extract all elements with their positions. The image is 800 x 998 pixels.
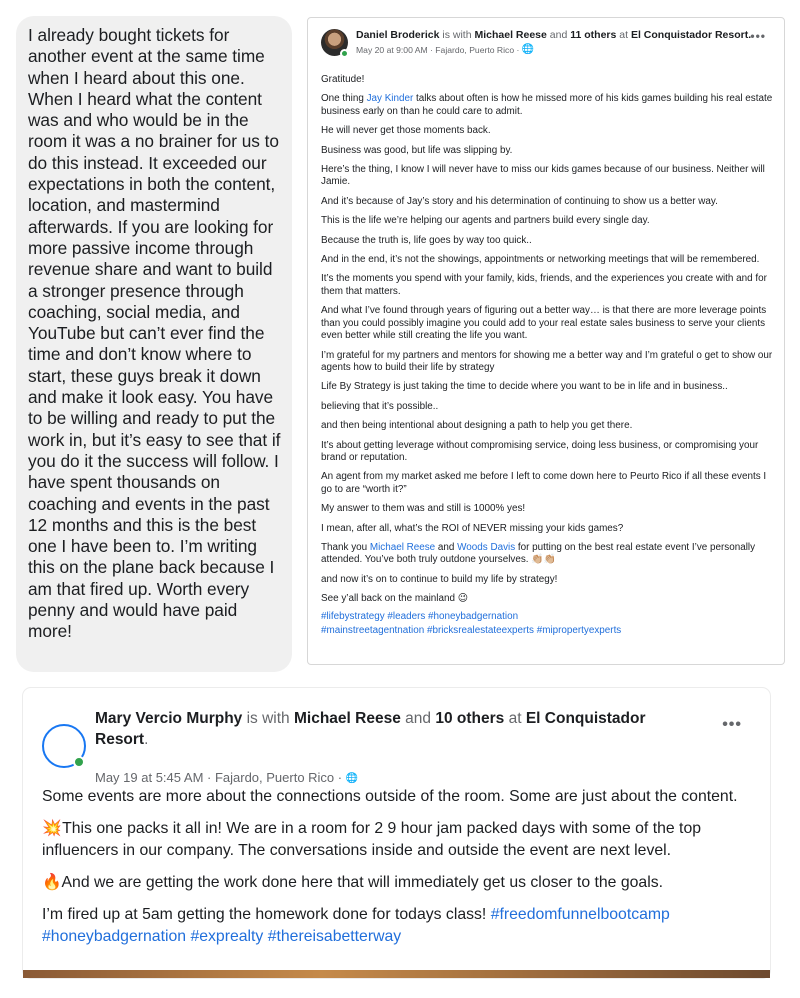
- post-paragraph: And in the end, it’s not the showings, appointments or networking meetings that will be remembered.: [321, 254, 760, 266]
- others-link[interactable]: 11 others: [570, 29, 617, 41]
- post-header-text: [356, 29, 751, 42]
- more-options-icon[interactable]: •••: [722, 716, 742, 733]
- at-text: at: [619, 29, 629, 41]
- online-status-icon: [340, 49, 349, 58]
- hashtag-line[interactable]: #mainstreetagentnation #bricksrealestateexperts #mipropertyexperts: [321, 624, 622, 636]
- post-paragraph: Some events are more about the connections outside of the room. Some are just about the content.: [42, 788, 738, 805]
- post-paragraph: I mean, after all, what’s the ROI of NEVER missing your kids games?: [321, 522, 624, 534]
- with-text: is with: [246, 710, 290, 727]
- post-meta: [356, 45, 534, 56]
- hashtag-line[interactable]: #lifebystrategy #leaders #honeybadgernation: [321, 610, 519, 622]
- and-text: and: [549, 29, 568, 41]
- online-status-icon: [73, 756, 85, 768]
- tagged-person[interactable]: Michael Reese: [474, 29, 547, 41]
- and-text: and: [405, 710, 432, 727]
- post-paragraph: He will never get those moments back.: [321, 125, 491, 137]
- mention-link[interactable]: Michael Reese: [369, 541, 436, 553]
- fire-icon: 🔥: [42, 874, 62, 891]
- post-paragraph: It’s the moments you spend with your family, kids, friends, and the experiences you create with and for them that matters.: [321, 273, 767, 297]
- author-name[interactable]: Mary Vercio Murphy: [95, 710, 243, 727]
- with-text: is with: [442, 29, 472, 41]
- post-paragraph: See y’all back on the mainland 😉: [321, 593, 468, 605]
- globe-icon: 🌐: [521, 44, 535, 55]
- post-timestamp[interactable]: May 19 at 5:45 AM · Fajardo, Puerto Rico ·: [95, 770, 343, 785]
- post-paragraph: Because the truth is, life goes by way too quick..: [321, 234, 532, 246]
- post-header-text: Mary Vercio Murphy is with Michael Reese and 10 others at El Conquistador Resort.: [95, 710, 646, 748]
- post-mary: [23, 688, 770, 978]
- post-paragraph: Life By Strategy is just taking the time to decide where you want to be in life and in business..: [321, 381, 728, 393]
- post-paragraph: believing that it’s possible..: [321, 400, 439, 412]
- post-paragraph: And what I’ve found through years of figuring out a better way… is that there are more leverage points than you could possibly imagine you could add to your real estate sales business to serve your clients even better while still creating the life you want.: [321, 305, 767, 342]
- post-paragraph: And it’s because of Jay’s story and his determination of continuing to show us a better way.: [321, 195, 718, 207]
- tagged-person[interactable]: Michael Reese: [294, 710, 401, 727]
- collision-icon: 💥: [42, 820, 62, 837]
- others-link[interactable]: 10 others: [435, 710, 505, 727]
- post-paragraph: Here’s the thing, I know I will never have to miss our kids games because of our business. Neither will Jamie.: [321, 164, 765, 188]
- post-paragraph: Thank you Michael Reese and Woods Davis for putting on the best real estate event I’ve personally attended. You’ve both truly outdone yourselves. 👏🏼👏🏼: [321, 541, 756, 566]
- post-body: [42, 786, 750, 948]
- more-options-icon[interactable]: •••: [750, 29, 766, 43]
- post-header: [42, 706, 750, 786]
- hashtags[interactable]: [321, 610, 774, 638]
- post-daniel: [307, 17, 785, 665]
- attached-photo[interactable]: [23, 970, 770, 978]
- post-body: [321, 74, 774, 638]
- post-meta: [95, 770, 358, 785]
- post-paragraph: 🔥 And we are getting the work done here that will immediately get us closer to the goals.: [42, 872, 750, 894]
- post-paragraph: and then being intentional about designing a path to help you get there.: [321, 420, 633, 432]
- mention-link[interactable]: Woods Davis: [457, 541, 516, 553]
- post-paragraph: 💥 This one packs it all in! We are in a room for 2 9 hour jam packed days with some of the top influencers in our company. The conversations inside and outside the event are next level.: [42, 820, 702, 859]
- post-paragraph: Business was good, but life was slipping by.: [321, 144, 513, 156]
- hashtags[interactable]: #freedomfunnelbootcamp #honeybadgernation #exprealty #thereisabetterway: [42, 906, 670, 945]
- post-paragraph: and now it’s on to continue to build my life by strategy!: [321, 573, 558, 585]
- post-paragraph: It’s about getting leverage without compromising service, doing less business, or compromising your brand or reputation.: [321, 439, 759, 463]
- post-timestamp[interactable]: May 20 at 9:00 AM · Fajardo, Puerto Rico ·: [356, 45, 520, 55]
- post-paragraph: An agent from my market asked me before I left to come down here to Peurto Rico if all these events I go to are “worth it?”: [321, 471, 767, 495]
- review-text: I already bought tickets for another event at the same time when I heard about this one. When I heard what the content was and who would be in the room it was a no brainer for us to do this instead. It exceeded our expectations in both the content, location, and mastermind afterwards. If you are looking for more passive income through revenue share and want to build a stronger presence through coaching, social media, and YouTube but can’t ever find the time and don’t know where to start, these guys break it down and make it look easy. You have to be willing and ready to put the work in, but it’s easy to see that if you do it the success will follow. I have spent thousands on coaching and events in the past 12 months and this is the best one I have been to. I’m writing this on the plane back because I am that fired up. Worth every penny and would have paid more!: [28, 25, 281, 642]
- post-paragraph: My answer to them was and still is 1000% yes!: [321, 503, 526, 515]
- review-bubble: [16, 16, 292, 672]
- location-link[interactable]: El Conquistador Resort.: [630, 29, 752, 41]
- at-text: at: [508, 710, 522, 727]
- post-paragraph: I’m grateful for my partners and mentors for showing me a better way and I’m grateful o get to show our agents how to build their life by strategy: [321, 349, 773, 373]
- post-header: [321, 28, 774, 72]
- post-paragraph: Gratitude!: [321, 74, 365, 85]
- mention-link[interactable]: Jay Kinder: [366, 93, 414, 105]
- author-name[interactable]: Daniel Broderick: [356, 29, 440, 41]
- post-paragraph: This is the life we’re helping our agents and partners build every single day.: [321, 215, 650, 227]
- post-paragraph: I’m fired up at 5am getting the homework done for todays class! #freedomfunnelbootcamp #honeybadgernation #exprealty #thereisabetterway: [42, 906, 670, 945]
- post-paragraph: One thing Jay Kinder talks about often is how he missed more of his kids games building his real estate business early on than he could care to admit.: [321, 93, 773, 117]
- location-link[interactable]: El Conquistador Resort: [95, 710, 646, 748]
- globe-icon: 🌐: [345, 773, 359, 784]
